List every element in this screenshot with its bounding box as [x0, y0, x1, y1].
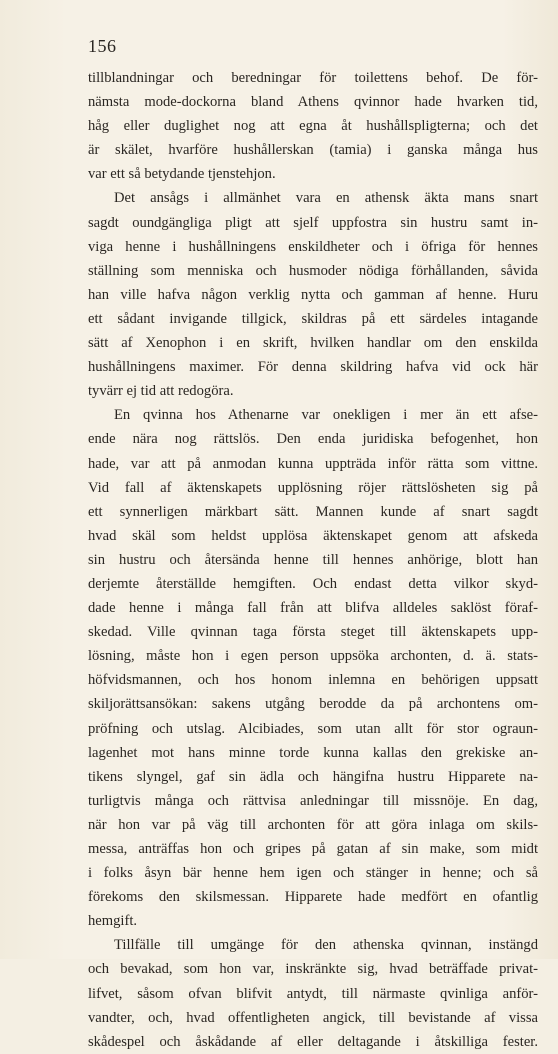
text-line: viga henne i hushållningens enskildheter och i öfriga för hennes — [88, 238, 538, 255]
text-line: hade, var att på anmodan kunna uppträda inför rätta som vittne. — [88, 455, 538, 472]
text-line: han ville hafva någon verklig nytta och gamman af henne. Huru — [88, 286, 538, 303]
text-line: var ett så betydande tjenstehjon. — [88, 166, 276, 183]
text-line: sin hustru och återsända henne till hennes anhörige, blott han — [88, 551, 538, 568]
body-text — [88, 66, 538, 1054]
text-line: ett sådant invigande tillgick, skildras på ett särdeles intagande — [88, 310, 538, 327]
text-line: förekoms den skilsmessan. Hipparete hade medfört en ofantlig — [88, 889, 538, 906]
text-line: Tillfälle till umgänge för den athenska qvinnan, instängd — [114, 937, 538, 954]
text-line: lagenhet mot hans minne torde kunna kallas den grekiske an- — [88, 744, 538, 761]
text-line: lifvet, såsom ofvan blifvit antydt, till närmaste qvinliga anför- — [88, 985, 538, 1002]
text-line: ställning som menniska och husmoder nödiga förhållanden, såvida — [88, 262, 538, 279]
text-line: vandter, och, hvad offentligheten angick, till bevistande af vissa — [88, 1009, 538, 1026]
text-line: lösning, måste hon i egen person uppsöka archonten, d. ä. stats- — [88, 648, 538, 665]
text-line: i folks åsyn bär henne hem igen och stänger in henne; och så — [88, 865, 538, 882]
text-line: hushållningens maximer. För denna skildring hafva vid ock här — [88, 359, 538, 376]
text-line: skedad. Ville qvinnan taga första steget till äktenskapets upp- — [88, 624, 538, 641]
text-line: skådespel och åskådande af eller deltagande i åtskilliga fester. — [88, 1033, 538, 1050]
text-line: dade henne i många fall från att blifva alldeles saklöst föraf- — [88, 600, 538, 617]
text-line: messa, anträffas hon och gripes på gatan af sin make, som midt — [88, 841, 538, 857]
text-line: hvad skäl som heldst upplösa äktenskapet genom att afskeda — [88, 527, 538, 544]
text-line: tillblandningar och beredningar för toilettens behof. De för- — [88, 70, 538, 86]
text-line: ett synnerligen märkbart sätt. Mannen kunde af snart sagdt — [88, 503, 538, 520]
text-line: sätt af Xenophon i en skrift, hvilken handlar om den enskilda — [88, 335, 538, 352]
text-line: ende nära nog rättslös. Den enda juridiska befogenhet, hon — [88, 431, 538, 448]
text-line: pröfning och utslag. Alcibiades, som utan allt för stor ograun- — [88, 720, 538, 737]
text-line: tyvärr ej tid att redogöra. — [88, 383, 234, 400]
text-line: tikens slyngel, gaf sin ädla och hängifna hustru Hipparete na- — [88, 768, 538, 785]
text-line: är skälet, hvarföre hushållerskan (tamia) i ganska många hus — [88, 142, 538, 159]
page-number: 156 — [88, 36, 117, 56]
text-line: turligtvis många och rättvisa anledningar till missnöje. En dag, — [88, 792, 538, 809]
text-line: skiljorättsansökan: sakens utgång berodde da på archontens om- — [88, 696, 538, 713]
text-line: när hon var på väg till archonten för att göra inlaga om skils- — [88, 816, 538, 833]
text-line: Det ansågs i allmänhet vara en athensk äkta mans snart — [114, 190, 538, 207]
text-line: höfvidsmannen, och hos honom inlemna en behörigen uppsatt — [88, 672, 538, 689]
text-line: hemgift. — [88, 913, 138, 930]
text-line: En qvinna hos Athenarne var onekligen i mer än ett afse- — [114, 407, 538, 424]
text-line: sagdt oundgängliga pligt att sjelf uppfostra sin hustru samt in- — [88, 214, 538, 231]
text-line: och bevakad, som hon var, inskränkte sig, hvad beträffade privat- — [88, 961, 538, 978]
text-line: Vid fall af äktenskapets upplösning röjer rättslösheten sig på — [88, 479, 538, 496]
text-line: håg eller duglighet nog att egna åt hushållspligterna; och det — [88, 118, 538, 135]
text-line: derjemte återställde hemgiften. Och endast detta vilkor skyd- — [88, 575, 538, 592]
text-line: nämsta mode-dockorna bland Athens qvinnor hade hvarken tid, — [88, 94, 538, 111]
